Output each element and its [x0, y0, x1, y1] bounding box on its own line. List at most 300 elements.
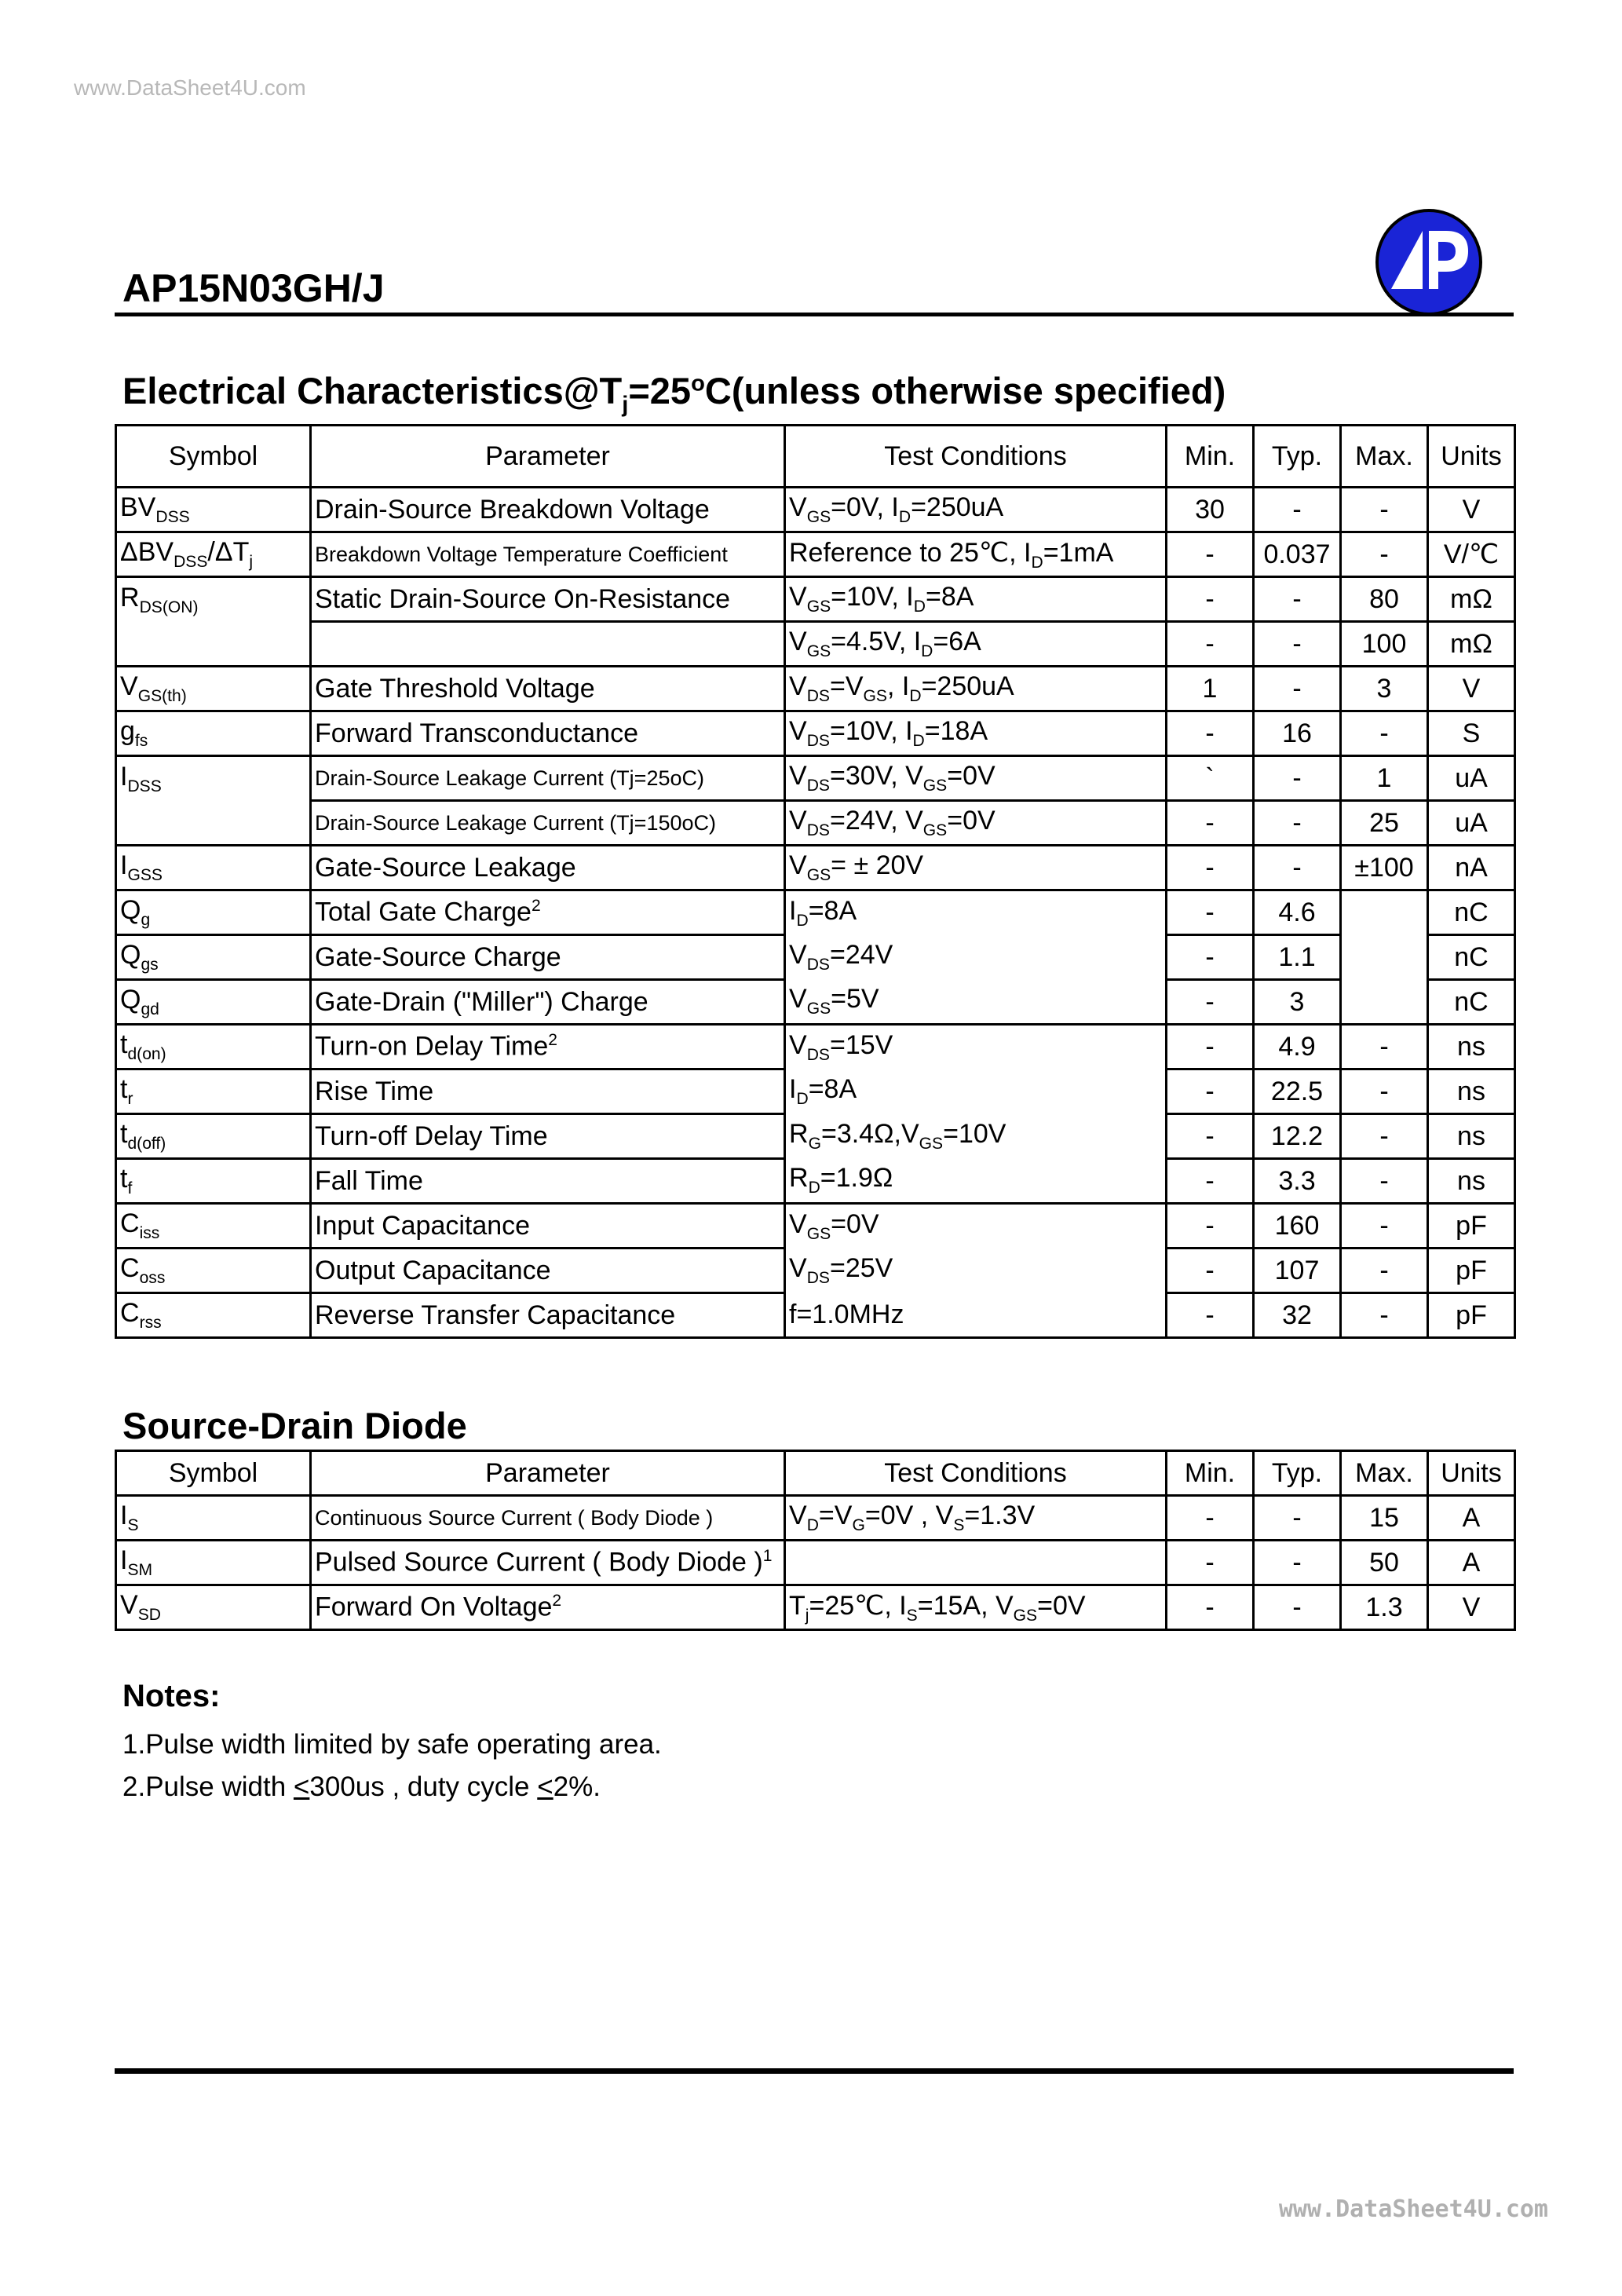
condition-text: , I [886, 671, 910, 702]
unit-value: mΩ [1428, 622, 1515, 667]
condition-text: =24V [829, 940, 893, 971]
note-1: 1.Pulse width limited by safe operating area. [122, 1729, 662, 1760]
min-value: 30 [1167, 488, 1254, 532]
symbol-subscript: DSS [174, 552, 208, 571]
typ-value: 4.6 [1254, 890, 1341, 935]
condition-text: V [789, 1253, 807, 1284]
unit-value: ns [1428, 1114, 1515, 1159]
condition-text: Reference to 25℃, I [789, 537, 1032, 568]
symbol-subscript: DSS [127, 777, 162, 795]
min-value: - [1167, 1159, 1254, 1204]
condition-text: =1mA [1043, 537, 1114, 568]
typ-value: - [1254, 577, 1341, 622]
test-condition-cell [785, 1293, 1167, 1338]
test-condition-cell [785, 532, 1167, 577]
table-row [116, 980, 1515, 1025]
test-condition-cell [785, 711, 1167, 756]
typ-value: 1.1 [1254, 935, 1341, 980]
min-value: - [1167, 980, 1254, 1025]
condition-subscript: G [852, 1515, 865, 1534]
condition-text: =8A [808, 1074, 857, 1105]
condition-text: I [789, 895, 797, 926]
condition-text: R [789, 1163, 809, 1194]
symbol-cell [116, 1069, 311, 1114]
condition-text: V [789, 1501, 807, 1531]
condition-text: V [789, 761, 807, 792]
symbol-cell [116, 1496, 311, 1541]
typ-value: - [1254, 846, 1341, 890]
unit-value: nC [1428, 935, 1515, 980]
parameter-cell [311, 1541, 785, 1585]
unit-value: pF [1428, 1293, 1515, 1338]
test-condition-cell [785, 1249, 1167, 1293]
table-row [116, 890, 1515, 935]
header-units: Units [1428, 426, 1515, 488]
condition-subscript: DS [806, 731, 830, 750]
symbol-text: I [120, 1545, 128, 1576]
header-test-conditions: Test Conditions [785, 1451, 1167, 1496]
parameter-text: Drain-Source Leakage Current (Tj=150oC) [315, 810, 716, 835]
parameter-text: Input Capacitance [315, 1210, 531, 1241]
condition-text: R [789, 1119, 809, 1150]
symbol-cell [116, 667, 311, 711]
condition-text: =8A [808, 895, 857, 926]
condition-text: =250uA [911, 492, 1004, 523]
parameter-cell [311, 846, 785, 890]
condition-subscript: GS [922, 776, 948, 795]
condition-text: =0V [831, 1208, 879, 1239]
symbol-text: I [120, 761, 128, 792]
condition-text: =3.4Ω,V [820, 1119, 919, 1150]
test-condition-cell [785, 1159, 1167, 1204]
condition-subscript: DS [806, 776, 830, 795]
notes-title: Notes: [122, 1679, 221, 1713]
footnote-ref: 2 [552, 1592, 562, 1610]
unit-value: mΩ [1428, 577, 1515, 622]
symbol-subscript: gd [141, 1000, 159, 1018]
typ-value: 107 [1254, 1249, 1341, 1293]
max-value: 25 [1341, 801, 1428, 846]
symbol-cell [116, 1114, 311, 1159]
symbol-subscript: DS(ON) [139, 598, 199, 616]
unit-value: pF [1428, 1249, 1515, 1293]
parameter-cell [311, 1114, 785, 1159]
min-value: - [1167, 846, 1254, 890]
max-value [1341, 980, 1428, 1025]
part-number-title: AP15N03GH/J [122, 266, 385, 310]
symbol-text: g [120, 716, 135, 747]
condition-subscript: GS [922, 821, 948, 839]
min-value: - [1167, 801, 1254, 846]
table-row [116, 1293, 1515, 1338]
condition-text: V [789, 716, 807, 747]
condition-text: =4.5V, I [831, 627, 922, 657]
symbol-text: Q [120, 985, 141, 1015]
parameter-cell [311, 488, 785, 532]
condition-subscript: GS [806, 1000, 831, 1018]
parameter-cell [311, 1496, 785, 1541]
header-test-conditions: Test Conditions [785, 426, 1167, 488]
max-value: - [1341, 1293, 1428, 1338]
symbol-subscript: GSS [127, 865, 163, 884]
max-value: 1.3 [1341, 1585, 1428, 1630]
condition-subscript: GS [806, 865, 831, 884]
max-value: 1 [1341, 756, 1428, 801]
header-min: Min. [1167, 1451, 1254, 1496]
max-value: 50 [1341, 1541, 1428, 1585]
condition-text: =15V [829, 1029, 893, 1060]
table-row [116, 846, 1515, 890]
min-value: - [1167, 1496, 1254, 1541]
condition-text: I [789, 1074, 797, 1105]
unit-value: V/℃ [1428, 532, 1515, 577]
condition-subscript: DS [806, 686, 830, 705]
symbol-cell [116, 577, 311, 622]
electrical-characteristics-table [115, 424, 1516, 1339]
symbol-subscript: rss [139, 1313, 162, 1332]
parameter-cell [311, 1293, 785, 1338]
test-condition-cell [785, 890, 1167, 935]
parameter-cell [311, 1159, 785, 1204]
unit-value: ns [1428, 1069, 1515, 1114]
max-value: 80 [1341, 577, 1428, 622]
unit-value: A [1428, 1496, 1515, 1541]
condition-subscript: DS [806, 1268, 830, 1287]
symbol-text: t [120, 1074, 128, 1105]
unit-value: pF [1428, 1204, 1515, 1249]
table-row [116, 1114, 1515, 1159]
symbol-cell [116, 1249, 311, 1293]
parameter-text: Forward On Voltage [315, 1592, 553, 1622]
typ-value: - [1254, 1496, 1341, 1541]
header-max: Max. [1341, 1451, 1428, 1496]
max-value: 100 [1341, 622, 1428, 667]
max-value [1341, 890, 1428, 935]
max-value: 3 [1341, 667, 1428, 711]
symbol-subscript: DSS [155, 507, 190, 526]
symbol-text: I [120, 1501, 128, 1531]
min-value: - [1167, 935, 1254, 980]
parameter-text: Gate-Source Leakage [315, 852, 576, 883]
symbol-text: t [120, 1119, 128, 1150]
note-2: 2.Pulse width <300us , duty cycle <2%. [122, 1771, 601, 1802]
table-header-row [116, 426, 1515, 488]
condition-text: V [789, 627, 807, 657]
condition-subscript: D [808, 1179, 820, 1197]
parameter-text: Breakdown Voltage Temperature Coefficient [315, 542, 728, 566]
symbol-subscript: d(off) [127, 1134, 166, 1153]
symbol-cell [116, 488, 311, 532]
header-symbol: Symbol [116, 426, 311, 488]
parameter-text: Drain-Source Breakdown Voltage [315, 494, 710, 525]
symbol-text: C [120, 1253, 140, 1284]
parameter-cell [311, 622, 785, 667]
max-value: 15 [1341, 1496, 1428, 1541]
condition-subscript: D [1031, 553, 1043, 572]
max-value: - [1341, 1159, 1428, 1204]
condition-text: =15A, V [917, 1590, 1014, 1621]
condition-text: =1.9Ω [820, 1163, 893, 1194]
test-condition-cell [785, 488, 1167, 532]
condition-text: =10V [943, 1119, 1006, 1150]
condition-text: =0V [1037, 1590, 1086, 1621]
condition-subscript: D [796, 1089, 809, 1108]
parameter-text: Gate-Source Charge [315, 941, 561, 972]
max-value: - [1341, 1114, 1428, 1159]
min-value: - [1167, 532, 1254, 577]
parameter-cell [311, 1204, 785, 1249]
min-value: - [1167, 1025, 1254, 1069]
symbol-subscript: SM [127, 1560, 153, 1579]
min-value: 1 [1167, 667, 1254, 711]
typ-value: 16 [1254, 711, 1341, 756]
typ-value: 32 [1254, 1293, 1341, 1338]
test-condition-cell [785, 801, 1167, 846]
test-condition-cell [785, 980, 1167, 1025]
condition-text: =8A [925, 582, 974, 612]
symbol-cell [116, 846, 311, 890]
condition-text: =30V, V [829, 761, 923, 792]
parameter-text: Drain-Source Leakage Current (Tj=25oC) [315, 766, 704, 790]
symbol-text: V [120, 1590, 138, 1621]
symbol-text: R [120, 582, 140, 612]
table-row [116, 1025, 1515, 1069]
parameter-text: Pulsed Source Current ( Body Diode ) [315, 1547, 763, 1578]
parameter-cell [311, 756, 785, 801]
parameter-cell [311, 1585, 785, 1630]
condition-subscript: GS [806, 1224, 831, 1243]
condition-subscript: DS [806, 1045, 830, 1064]
parameter-text: Continuous Source Current ( Body Diode ) [315, 1505, 714, 1530]
condition-subscript: S [953, 1515, 965, 1534]
unit-value: ns [1428, 1025, 1515, 1069]
min-value: - [1167, 1293, 1254, 1338]
condition-text: =18A [924, 716, 988, 747]
min-value: - [1167, 1249, 1254, 1293]
header-units: Units [1428, 1451, 1515, 1496]
parameter-text: Forward Transconductance [315, 718, 638, 748]
condition-subscript: G [808, 1134, 821, 1153]
condition-subscript: GS [863, 686, 887, 705]
symbol-subscript: oss [139, 1268, 166, 1287]
symbol-text: I [120, 850, 128, 881]
watermark-top: www.DataSheet4U.com [74, 75, 306, 100]
unit-value: V [1428, 488, 1515, 532]
header-typ: Typ. [1254, 426, 1341, 488]
parameter-cell [311, 935, 785, 980]
min-value: - [1167, 1585, 1254, 1630]
header-min: Min. [1167, 426, 1254, 488]
typ-value: 0.037 [1254, 532, 1341, 577]
condition-text: V [789, 1029, 807, 1060]
condition-subscript: j [805, 1606, 809, 1625]
symbol-cell [116, 1293, 311, 1338]
parameter-cell [311, 1069, 785, 1114]
unit-value: V [1428, 1585, 1515, 1630]
unit-value: A [1428, 1541, 1515, 1585]
symbol-text: C [120, 1298, 140, 1329]
typ-value: 3.3 [1254, 1159, 1341, 1204]
unit-value: uA [1428, 756, 1515, 801]
symbol-cell [116, 711, 311, 756]
parameter-text: Static Drain-Source On-Resistance [315, 583, 731, 614]
condition-subscript: GS [806, 597, 831, 616]
max-value: ±100 [1341, 846, 1428, 890]
min-value: - [1167, 1114, 1254, 1159]
test-condition-cell [785, 1541, 1167, 1585]
table-row [116, 1496, 1515, 1541]
condition-subscript: GS [806, 507, 831, 526]
condition-text: =0V , V [864, 1501, 954, 1531]
symbol-text: V [120, 671, 138, 702]
symbol-cell [116, 1159, 311, 1204]
condition-text: =6A [933, 627, 981, 657]
condition-text: =10V, I [831, 582, 914, 612]
parameter-cell [311, 711, 785, 756]
condition-subscript: S [906, 1606, 918, 1625]
max-value: - [1341, 1204, 1428, 1249]
footer-rule [115, 2068, 1514, 2074]
condition-text: =V [818, 1501, 853, 1531]
symbol-cell [116, 532, 311, 577]
condition-text: V [789, 1208, 807, 1239]
header-parameter: Parameter [311, 1451, 785, 1496]
typ-value: - [1254, 1541, 1341, 1585]
symbol-cell [116, 980, 311, 1025]
symbol-text: /ΔT [207, 537, 250, 568]
parameter-text: Fall Time [315, 1165, 423, 1196]
symbol-subscript: gs [141, 955, 159, 974]
symbol-subscript: GS(th) [137, 686, 187, 705]
symbol-text: t [120, 1029, 128, 1060]
symbol-subscript: S [127, 1515, 139, 1534]
max-value: - [1341, 711, 1428, 756]
unit-value: nC [1428, 890, 1515, 935]
parameter-text: Reverse Transfer Capacitance [315, 1300, 676, 1330]
unit-value: S [1428, 711, 1515, 756]
test-condition-cell [785, 577, 1167, 622]
unit-value: nA [1428, 846, 1515, 890]
symbol-subscript: fs [134, 731, 148, 750]
typ-value: 160 [1254, 1204, 1341, 1249]
condition-text: =1.3V [964, 1501, 1036, 1531]
typ-value: 12.2 [1254, 1114, 1341, 1159]
typ-value: 4.9 [1254, 1025, 1341, 1069]
condition-text: V [789, 940, 807, 971]
min-value: - [1167, 1069, 1254, 1114]
condition-text: T [789, 1590, 806, 1621]
symbol-cell [116, 1204, 311, 1249]
table-row [116, 1249, 1515, 1293]
footnote-ref: 2 [531, 897, 541, 916]
condition-text: =5V [831, 984, 879, 1015]
parameter-cell [311, 801, 785, 846]
condition-subscript: D [912, 731, 925, 750]
test-condition-cell [785, 756, 1167, 801]
condition-subscript: D [806, 1515, 819, 1534]
footnote-ref: 1 [762, 1547, 773, 1566]
table-row [116, 711, 1515, 756]
min-value: - [1167, 577, 1254, 622]
section-diode-title: Source-Drain Diode [122, 1405, 467, 1446]
condition-text: V [789, 492, 807, 523]
condition-text: f=1.0MHz [789, 1299, 904, 1329]
condition-subscript: D [909, 686, 922, 705]
parameter-text: Gate Threshold Voltage [315, 673, 595, 704]
symbol-text: ΔBV [120, 537, 174, 568]
condition-text: V [789, 582, 807, 612]
condition-text: V [789, 806, 807, 836]
max-value: - [1341, 488, 1428, 532]
table-row [116, 1541, 1515, 1585]
typ-value: - [1254, 756, 1341, 801]
parameter-cell [311, 980, 785, 1025]
section-electrical-title: Electrical $Characteristics@T_j=25^oC(unless$ otherwise specified) [122, 370, 1226, 418]
watermark-bottom: www.DataSheet4U.com [1278, 2195, 1548, 2223]
min-value: - [1167, 711, 1254, 756]
table-row [116, 622, 1515, 667]
table-row [116, 488, 1515, 532]
condition-subscript: GS [919, 1134, 944, 1153]
symbol-cell [116, 756, 311, 801]
condition-text: =25V [829, 1253, 893, 1284]
max-value: - [1341, 1025, 1428, 1069]
footnote-ref: 2 [548, 1031, 558, 1050]
condition-subscript: D [921, 642, 933, 660]
condition-subscript: GS [1013, 1606, 1038, 1625]
parameter-cell [311, 1249, 785, 1293]
table-row [116, 1069, 1515, 1114]
typ-value: - [1254, 1585, 1341, 1630]
parameter-text: Turn-on Delay Time [315, 1031, 549, 1062]
condition-text: =25℃, I [809, 1590, 907, 1621]
condition-subscript: D [913, 597, 926, 616]
parameter-cell [311, 890, 785, 935]
symbol-cell [116, 622, 311, 667]
min-value: ` [1167, 756, 1254, 801]
table-row [116, 801, 1515, 846]
parameter-text: Gate-Drain ("Miller") Charge [315, 986, 648, 1017]
table-row [116, 1585, 1515, 1630]
symbol-cell [116, 935, 311, 980]
typ-value: 22.5 [1254, 1069, 1341, 1114]
symbol-cell [116, 1025, 311, 1069]
condition-text: =V [829, 671, 864, 702]
symbol-subscript: d(on) [127, 1044, 166, 1063]
table-header-row [116, 1451, 1515, 1496]
condition-text: =0V [947, 761, 995, 792]
symbol-cell [116, 1541, 311, 1585]
unit-value: ns [1428, 1159, 1515, 1204]
min-value: - [1167, 622, 1254, 667]
condition-text: =250uA [921, 671, 1014, 702]
symbol-subscript: iss [139, 1223, 160, 1242]
test-condition-cell [785, 1114, 1167, 1159]
test-condition-cell [785, 1585, 1167, 1630]
parameter-text: Rise Time [315, 1076, 434, 1106]
header-typ: Typ. [1254, 1451, 1341, 1496]
test-condition-cell [785, 622, 1167, 667]
symbol-subscript: f [127, 1179, 133, 1197]
max-value: - [1341, 532, 1428, 577]
min-value: - [1167, 1541, 1254, 1585]
condition-subscript: DS [806, 821, 830, 839]
test-condition-cell [785, 1069, 1167, 1114]
symbol-text: BV [120, 492, 156, 523]
test-condition-cell [785, 846, 1167, 890]
table-row [116, 1159, 1515, 1204]
header-symbol: Symbol [116, 1451, 311, 1496]
